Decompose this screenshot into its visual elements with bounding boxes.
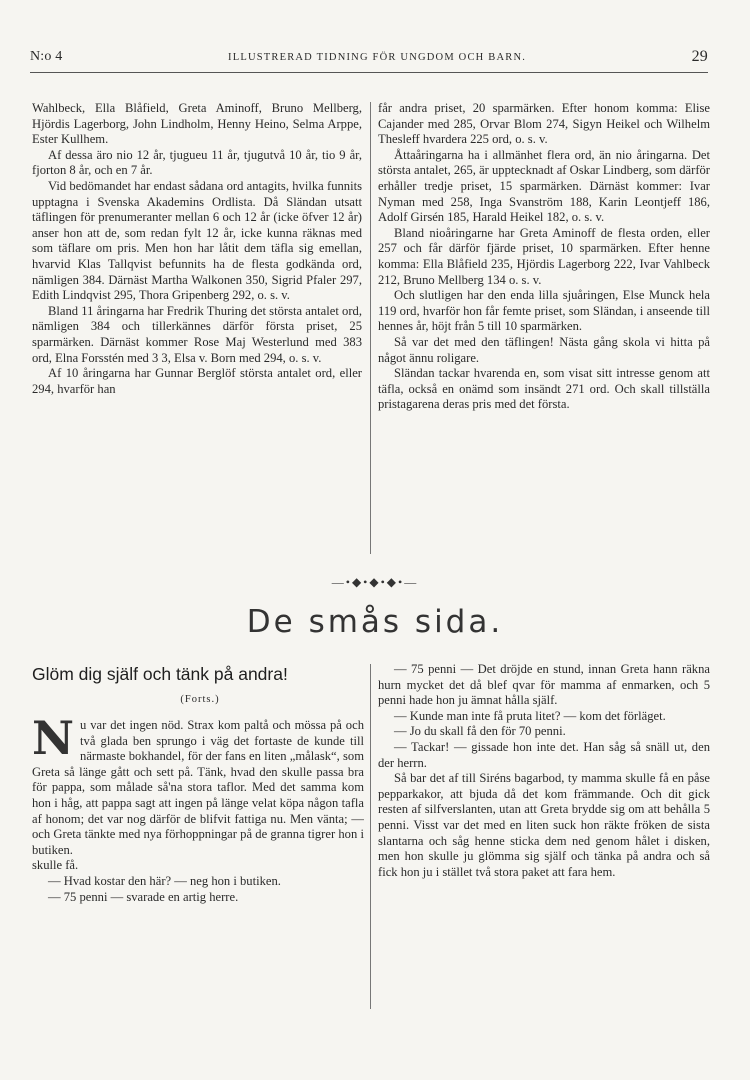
paragraph: Och slutligen har den enda lilla sjuåringen, Else Munck hela 119 ord, hvarför hon får femte priset, som Sländan, i anseende till hennes år, höjt från 5 till 10 sparmärken.	[378, 288, 710, 334]
section-title: De smås sida.	[246, 604, 504, 640]
ornament-divider: —•◆•◆•◆•—	[331, 575, 419, 589]
paragraph: Vid bedömandet har endast sådana ord antagits, hvilka funnits upptagna i Svenska Akademins Ordlista. Då Sländan utsatt täflingen för prenumeranter mellan 6 och 12 år (icke öfver 12 år) anser hon att de, som redan fylt 12 år, icke kunna räknas med som täflare om pris. Men hon har låtit dem täfla sig emellan, hvarvid Klas Tallqvist befunnits ha de flesta godkända ord, nämligen 384. Därnäst Martha Walkonen 350, Sigrid Pfaler 297, Edith Lindqvist 295, Thora Gripenberg 292, o. s. v.	[32, 178, 362, 303]
story-column-right	[378, 662, 710, 1012]
paragraph: Bland nioåringarne har Greta Aminoff de flesta orden, eller 257 och får därför fjärde priset, 10 sparmärken. Efter henne komma: Ella Blåfield 235, Hjördis Lagerborg 222, Ivar Vahlbeck 212, Bruno Mellberg 134 o. s. v.	[378, 225, 710, 287]
issue-number: N:o 4	[30, 49, 63, 64]
paragraph: Af dessa äro nio 12 år, tjugueu 11 år, tjugutvå 10 år, tio 9 år, fjorton 8 år, och en 7 år.	[32, 147, 362, 178]
page-header	[30, 42, 708, 73]
paragraph: Åttaåringarna ha i allmänhet flera ord, än nio åringarna. Det största antalet, 265, är upptecknadt af Oskar Lindberg, som därför erhåller tredje priset, 15 sparmärken. Därnäst kommer: Ivar Nyman med 258, Inga Svanström 188, Karin Leontjeff 186, Adolf Girsén 185, Harald Heikel 182, o. s. v.	[378, 147, 710, 225]
paragraph-text: u var det ingen nöd. Strax kom paltå och mössa på och två glada ben sprungo i väg det fortaste de kunde till närmaste bokhandel, för der fans en liten „målask“, som Greta så länge gått och sett på. Tänk, hvad den skulle passa bra för pappa, som målade så'na stora taflor. Med det samma kom hon i håg, att pappa sagt att ingen på länge velat köpa någon tafla af honom; det var nog därför de blifvit fattiga nu. Men vänta; — och Greta tänkte med nya förhoppningar på de granna tigrer hon i butiken.	[32, 718, 364, 857]
story-column-left	[32, 718, 364, 1008]
column-divider	[370, 664, 371, 1009]
drop-cap: N	[32, 718, 75, 765]
paragraph: får andra priset, 20 sparmärken. Efter honom komma: Elise Cajander med 285, Orvar Blom 274, Sigyn Heikel och Wilhelm Thesleff hvardera 225 ord, o. s. v.	[378, 101, 710, 147]
page-number: 29	[691, 48, 708, 65]
paragraph: — Kunde man inte få pruta litet? — kom det förläget.	[394, 708, 666, 723]
paragraph: — Hvad kostar den här? — neg hon i butiken.	[48, 873, 281, 888]
paragraph	[32, 718, 364, 858]
paragraph: — 75 penni — svarade en artig herre.	[48, 889, 239, 904]
story-subtitle: (Forts.)	[180, 694, 220, 705]
story-title: Glöm dig själf och tänk på andra!	[32, 664, 288, 684]
paragraph: Sländan tackar hvarenda en, som visat sitt intresse genom att täfla, också en onämd som insändt 271 ord. Och skall tillställa pristagarena deras pris med det första.	[378, 366, 710, 412]
paragraph: skulle få.	[32, 858, 79, 873]
paragraph: — Jo du skall få den för 70 penni.	[394, 724, 566, 739]
publication-title: ILLUSTRERAD TIDNING FÖR UNGDOM OCH BARN.	[228, 51, 527, 63]
paragraph: Wahlbeck, Ella Blåfield, Greta Aminoff, Bruno Mellberg, Hjördis Lagerborg, John Lindholm, Henny Heino, Selma Arppe, Ester Kullhem.	[32, 101, 362, 147]
article-column-right	[378, 101, 710, 557]
paragraph: — 75 penni — Det dröjde en stund, innan Greta hann räkna hurn mycket det då blef qvar för mamma af enmarken, och 5 penni hade hon ju ämnat hålla själf.	[378, 662, 710, 708]
paragraph: Så bar det af till Siréns bagarbod, ty mamma skulle få en påse pepparkakor, att bjuda då det kom främmande. Och dit gick resten af silfverslanten, utan att Greta brydde sig om att behålla 5 penni. Visst var det med en liten suck hon räkte fröken de sista slantarna och såg henne sticka dem ned genom hålet i disken, men hon skulle ju glömma sig själf och tänka på andra och så fick hon ju i stället två stora paket att fara hem.	[378, 771, 710, 879]
paragraph: Så var det med den täflingen! Nästa gång skola vi hitta på något ännu roligare.	[378, 334, 710, 365]
article-column-left	[32, 101, 362, 557]
paragraph: Bland 11 åringarna har Fredrik Thuring det största antalet ord, nämligen 384 och tillerkännes därför första priset, 25 sparmärken. Därnäst kommer Rose Maj Westerlund med 383 ord, Elna Forsstén med 3 3, Elsa v. Born med 294, o. s. v.	[32, 303, 362, 365]
paragraph: Af 10 åringarna har Gunnar Berglöf största antalet ord, eller 294, hvarför han	[32, 366, 362, 396]
column-divider	[370, 102, 371, 554]
paragraph: — Tackar! — gissade hon inte det. Han såg så snäll ut, den der herrn.	[378, 739, 710, 770]
